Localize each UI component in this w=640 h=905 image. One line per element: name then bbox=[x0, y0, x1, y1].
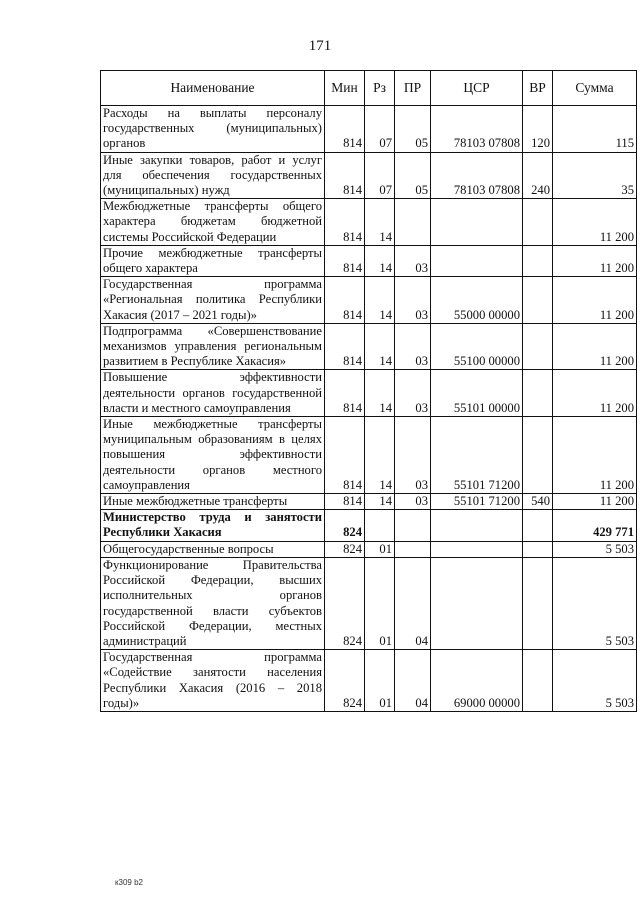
column-header-pr: ПР bbox=[395, 71, 431, 106]
cell-sum: 11 200 bbox=[553, 494, 637, 510]
cell-min: 814 bbox=[325, 417, 365, 494]
cell-vr bbox=[523, 650, 553, 712]
cell-sum: 5 503 bbox=[553, 557, 637, 649]
column-header-min: Мин bbox=[325, 71, 365, 106]
cell-min: 814 bbox=[325, 494, 365, 510]
cell-csr: 55101 00000 bbox=[431, 370, 523, 417]
cell-pr bbox=[395, 541, 431, 557]
page-number: 171 bbox=[308, 38, 332, 54]
column-header-name: Наименование bbox=[101, 71, 325, 106]
cell-pr bbox=[395, 510, 431, 541]
table-row bbox=[101, 152, 637, 199]
cell-vr bbox=[523, 510, 553, 541]
cell-pr: 05 bbox=[395, 152, 431, 199]
cell-csr: 69000 00000 bbox=[431, 650, 523, 712]
budget-table bbox=[100, 70, 637, 712]
cell-name: Иные межбюджетные трансферты муниципальным образованиям в целях повышения эффективности деятельности органов местного самоуправления bbox=[101, 417, 325, 494]
cell-csr: 55101 71200 bbox=[431, 494, 523, 510]
cell-pr: 03 bbox=[395, 323, 431, 370]
table-row bbox=[101, 245, 637, 276]
cell-pr: 03 bbox=[395, 370, 431, 417]
table-header-row bbox=[101, 71, 637, 106]
cell-vr bbox=[523, 245, 553, 276]
cell-csr: 78103 07808 bbox=[431, 152, 523, 199]
cell-sum: 11 200 bbox=[553, 277, 637, 324]
cell-name: Иные закупки товаров, работ и услуг для обеспечения государственных (муниципальных) нужд bbox=[101, 152, 325, 199]
cell-csr bbox=[431, 510, 523, 541]
cell-name: Расходы на выплаты персоналу государственных (муниципальных) органов bbox=[101, 106, 325, 153]
cell-pr: 04 bbox=[395, 650, 431, 712]
cell-vr: 540 bbox=[523, 494, 553, 510]
cell-name: Государственная программа «Региональная политика Республики Хакасия (2017 – 2021 годы)» bbox=[101, 277, 325, 324]
cell-sum: 11 200 bbox=[553, 370, 637, 417]
cell-vr: 120 bbox=[523, 106, 553, 153]
table-row bbox=[101, 323, 637, 370]
table-row bbox=[101, 510, 637, 541]
cell-vr bbox=[523, 557, 553, 649]
cell-csr: 55100 00000 bbox=[431, 323, 523, 370]
cell-min: 824 bbox=[325, 541, 365, 557]
cell-pr: 03 bbox=[395, 494, 431, 510]
cell-csr bbox=[431, 199, 523, 246]
table-row bbox=[101, 557, 637, 649]
cell-rz: 14 bbox=[365, 277, 395, 324]
cell-csr: 55000 00000 bbox=[431, 277, 523, 324]
cell-csr: 55101 71200 bbox=[431, 417, 523, 494]
cell-name: Функционирование Правительства Российской Федерации, высших исполнительных органов государственной власти субъектов Российской Федерации, местных администраций bbox=[101, 557, 325, 649]
cell-min: 824 bbox=[325, 557, 365, 649]
cell-sum: 429 771 bbox=[553, 510, 637, 541]
cell-min: 814 bbox=[325, 370, 365, 417]
cell-sum: 11 200 bbox=[553, 199, 637, 246]
cell-rz: 14 bbox=[365, 370, 395, 417]
cell-rz: 14 bbox=[365, 245, 395, 276]
cell-name: Прочие межбюджетные трансферты общего характера bbox=[101, 245, 325, 276]
cell-min: 814 bbox=[325, 245, 365, 276]
cell-min: 814 bbox=[325, 152, 365, 199]
cell-sum: 5 503 bbox=[553, 541, 637, 557]
table-row bbox=[101, 199, 637, 246]
cell-rz bbox=[365, 510, 395, 541]
cell-vr bbox=[523, 541, 553, 557]
cell-rz: 14 bbox=[365, 323, 395, 370]
cell-vr bbox=[523, 199, 553, 246]
cell-csr bbox=[431, 245, 523, 276]
cell-min: 824 bbox=[325, 650, 365, 712]
cell-rz: 01 bbox=[365, 557, 395, 649]
cell-rz: 01 bbox=[365, 541, 395, 557]
column-header-sum: Сумма bbox=[553, 71, 637, 106]
cell-rz: 14 bbox=[365, 417, 395, 494]
cell-name: Повышение эффективности деятельности органов государственной власти и местного самоуправления bbox=[101, 370, 325, 417]
cell-csr bbox=[431, 541, 523, 557]
cell-rz: 14 bbox=[365, 199, 395, 246]
cell-csr bbox=[431, 557, 523, 649]
cell-vr bbox=[523, 277, 553, 324]
cell-name: Государственная программа «Содействие занятости населения Республики Хакасия (2016 – 2018 годы)» bbox=[101, 650, 325, 712]
cell-rz: 01 bbox=[365, 650, 395, 712]
cell-name: Общегосударственные вопросы bbox=[101, 541, 325, 557]
table-row bbox=[101, 370, 637, 417]
cell-name: Министерство труда и занятости Республики Хакасия bbox=[101, 510, 325, 541]
footer-code: к309 b2 bbox=[115, 878, 143, 887]
cell-vr bbox=[523, 417, 553, 494]
cell-sum: 35 bbox=[553, 152, 637, 199]
cell-rz: 07 bbox=[365, 152, 395, 199]
table-row bbox=[101, 494, 637, 510]
column-header-csr: ЦСР bbox=[431, 71, 523, 106]
cell-rz: 07 bbox=[365, 106, 395, 153]
table-row bbox=[101, 277, 637, 324]
cell-min: 814 bbox=[325, 199, 365, 246]
cell-vr: 240 bbox=[523, 152, 553, 199]
table-row bbox=[101, 541, 637, 557]
cell-rz: 14 bbox=[365, 494, 395, 510]
table-body bbox=[101, 106, 637, 712]
cell-min: 824 bbox=[325, 510, 365, 541]
column-header-vr: ВР bbox=[523, 71, 553, 106]
cell-min: 814 bbox=[325, 323, 365, 370]
cell-name: Иные межбюджетные трансферты bbox=[101, 494, 325, 510]
cell-pr: 03 bbox=[395, 277, 431, 324]
table-row bbox=[101, 417, 637, 494]
cell-pr bbox=[395, 199, 431, 246]
cell-name: Подпрограмма «Совершенствование механизмов управления региональным развитием в Республике Хакасия» bbox=[101, 323, 325, 370]
cell-vr bbox=[523, 323, 553, 370]
cell-vr bbox=[523, 370, 553, 417]
cell-pr: 05 bbox=[395, 106, 431, 153]
cell-min: 814 bbox=[325, 277, 365, 324]
cell-csr: 78103 07808 bbox=[431, 106, 523, 153]
table-row bbox=[101, 106, 637, 153]
cell-sum: 11 200 bbox=[553, 417, 637, 494]
table-row bbox=[101, 650, 637, 712]
cell-sum: 11 200 bbox=[553, 245, 637, 276]
cell-sum: 115 bbox=[553, 106, 637, 153]
cell-sum: 11 200 bbox=[553, 323, 637, 370]
cell-sum: 5 503 bbox=[553, 650, 637, 712]
cell-min: 814 bbox=[325, 106, 365, 153]
cell-pr: 03 bbox=[395, 417, 431, 494]
cell-pr: 03 bbox=[395, 245, 431, 276]
cell-name: Межбюджетные трансферты общего характера бюджетам бюджетной системы Российской Федерации bbox=[101, 199, 325, 246]
cell-pr: 04 bbox=[395, 557, 431, 649]
column-header-rz: Рз bbox=[365, 71, 395, 106]
